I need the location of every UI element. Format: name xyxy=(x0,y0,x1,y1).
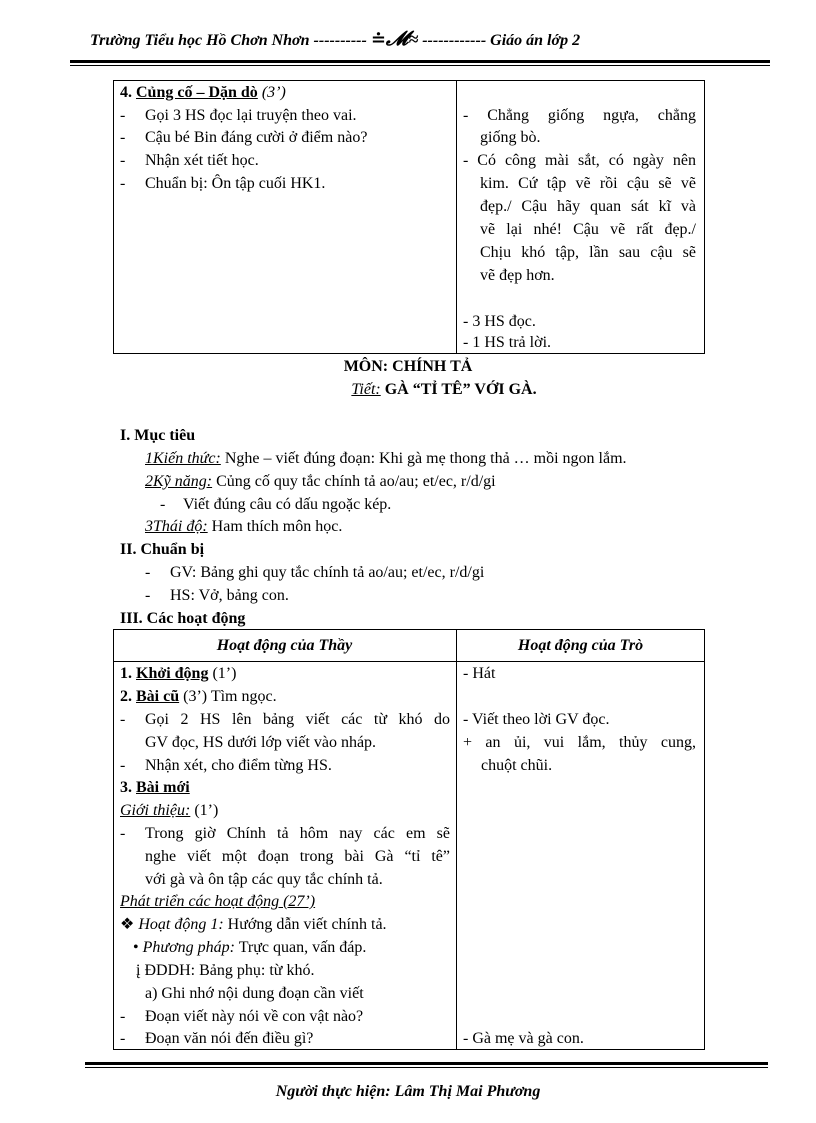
review-item: - Chuẩn bị: Ôn tập cuối HK1. xyxy=(120,175,326,192)
answer-line: Chịu khó tập, lần sau cậu sẽ xyxy=(480,244,696,261)
diamond-bullet-icon: ❖ xyxy=(120,916,135,933)
teacher-item: - Nhận xét, cho điểm từng HS. xyxy=(120,757,332,774)
answer-line: đẹp./ Cậu hãy quan sát kĩ và xyxy=(480,198,696,215)
lesson-title: Tiết: GÀ “TỈ TÊ” VỚI GÀ. xyxy=(351,381,537,398)
teacher-item: - xyxy=(120,711,126,728)
school-name: Trường Tiểu học Hồ Chơn Nhơn xyxy=(90,32,310,49)
activities-table-divider xyxy=(456,629,457,1050)
method-row: • Phương pháp: Trực quan, vấn đáp. xyxy=(133,939,367,956)
activities-header-rule xyxy=(113,661,705,662)
logo-icon: ≐𝓜≈ xyxy=(370,28,419,50)
prep-item: - GV: Bảng ghi quy tắc chính tả ao/au; et/ec, r/d/gi xyxy=(145,564,485,581)
answer-line: - 1 HS trả lời. xyxy=(463,334,552,351)
header-rule-thin xyxy=(70,65,770,66)
teacher-question: - Đoạn viết này nói về con vật nào? xyxy=(120,1008,364,1025)
intro-row: Giới thiệu: (1’) xyxy=(120,802,219,819)
answer-line: vẽ lại nhé! Cậu vẽ rất đẹp./ xyxy=(480,221,696,238)
bullet-icon: • xyxy=(133,939,139,956)
development-label: Phát triển các hoạt động (27’) xyxy=(120,893,316,910)
review-item: - Gọi 3 HS đọc lại truyện theo vai. xyxy=(120,107,357,124)
review-title: 4. Củng cố – Dặn dò (3’) xyxy=(120,84,286,101)
col-student-header: Hoạt động của Trò xyxy=(517,637,644,654)
intro-text: Trong giờ Chính tả hôm nay các em sẽ xyxy=(145,825,450,842)
subject-title: MÔN: CHÍNH TẢ xyxy=(343,358,473,375)
student-response: - Hát xyxy=(463,665,496,682)
review-heading: Củng cố – Dặn dò xyxy=(136,84,258,101)
teacher-question: - Đoạn văn nói đến điều gì? xyxy=(120,1030,314,1047)
teacher-item-text: GV đọc, HS dưới lớp viết vào nháp. xyxy=(145,734,377,751)
prep-item: - HS: Vở, bảng con. xyxy=(145,587,289,604)
header-dashes-right: ------------ xyxy=(422,32,487,49)
materials-icon: į xyxy=(136,962,141,979)
header-rule xyxy=(70,60,770,63)
page-footer: Người thực hiện: Lâm Thị Mai Phương xyxy=(275,1083,541,1100)
footer-rule-thin xyxy=(85,1067,768,1068)
page-header xyxy=(90,28,690,51)
review-item: - Nhận xét tiết học. xyxy=(120,152,259,169)
new-lesson-row: 3. Bài mới xyxy=(120,779,190,796)
answer-line: - Có công mài sắt, có ngày nên xyxy=(463,152,696,169)
old-lesson-row: 2. Bài cũ (3’) Tìm ngọc. xyxy=(120,688,277,705)
step-a: a) Ghi nhớ nội dung đoạn cần viết xyxy=(145,985,364,1002)
objective-attitude: 3Thái độ: Ham thích môn học. xyxy=(145,518,343,535)
teacher-item-text: Gọi 2 HS lên bảng viết các từ khó do xyxy=(145,711,450,728)
student-response: chuột chũi. xyxy=(481,757,553,774)
teacher-item: - xyxy=(120,825,126,842)
student-response: + an ủi, vui lắm, thủy cung, xyxy=(463,734,696,751)
review-item: - Cậu bé Bin đáng cười ở điểm nào? xyxy=(120,129,368,146)
answer-line: giống bò. xyxy=(480,129,541,146)
student-response: - Viết theo lời GV đọc. xyxy=(463,711,610,728)
footer-rule xyxy=(85,1062,768,1065)
col-teacher-header: Hoạt động của Thầy xyxy=(216,637,353,654)
student-response: - Gà mẹ và gà con. xyxy=(463,1030,584,1047)
warmup-row: 1. Khởi động (1’) xyxy=(120,665,237,682)
answer-line: - 3 HS đọc. xyxy=(463,313,536,330)
grade-label: Giáo án lớp 2 xyxy=(490,32,581,49)
materials-row: į ĐDDH: Bảng phụ: từ khó. xyxy=(136,962,315,979)
objective-knowledge: 1Kiến thức: Nghe – viết đúng đoạn: Khi gà mẹ thong thả … mồi ngon lắm. xyxy=(145,450,627,467)
section-activities: III. Các hoạt động xyxy=(120,610,246,627)
answer-line: kim. Cứ tập vẽ rồi cậu sẽ vẽ xyxy=(480,175,696,192)
section-objectives: I. Mục tiêu xyxy=(120,427,196,444)
header-dashes-left: ---------- xyxy=(313,32,367,49)
intro-text: với gà và ôn tập các quy tắc chính tả. xyxy=(145,871,383,888)
activity-1: ❖ Hoạt động 1: Hướng dẫn viết chính tả. xyxy=(120,916,387,933)
answer-line: vẽ đẹp hơn. xyxy=(480,267,555,284)
objective-skills: 2Kỹ năng: Củng cố quy tắc chính tả ao/au; et/ec, r/d/gi xyxy=(145,473,496,490)
objective-skill-sub: - Viết đúng câu có dấu ngoặc kép. xyxy=(160,496,392,513)
section-preparation: II. Chuẩn bị xyxy=(120,541,205,558)
review-table-divider xyxy=(456,80,457,354)
intro-text: nghe viết một đoạn trong bài Gà “tỉ tê” xyxy=(145,848,450,865)
answer-line: - Chẳng giống ngựa, chẳng xyxy=(463,107,696,124)
